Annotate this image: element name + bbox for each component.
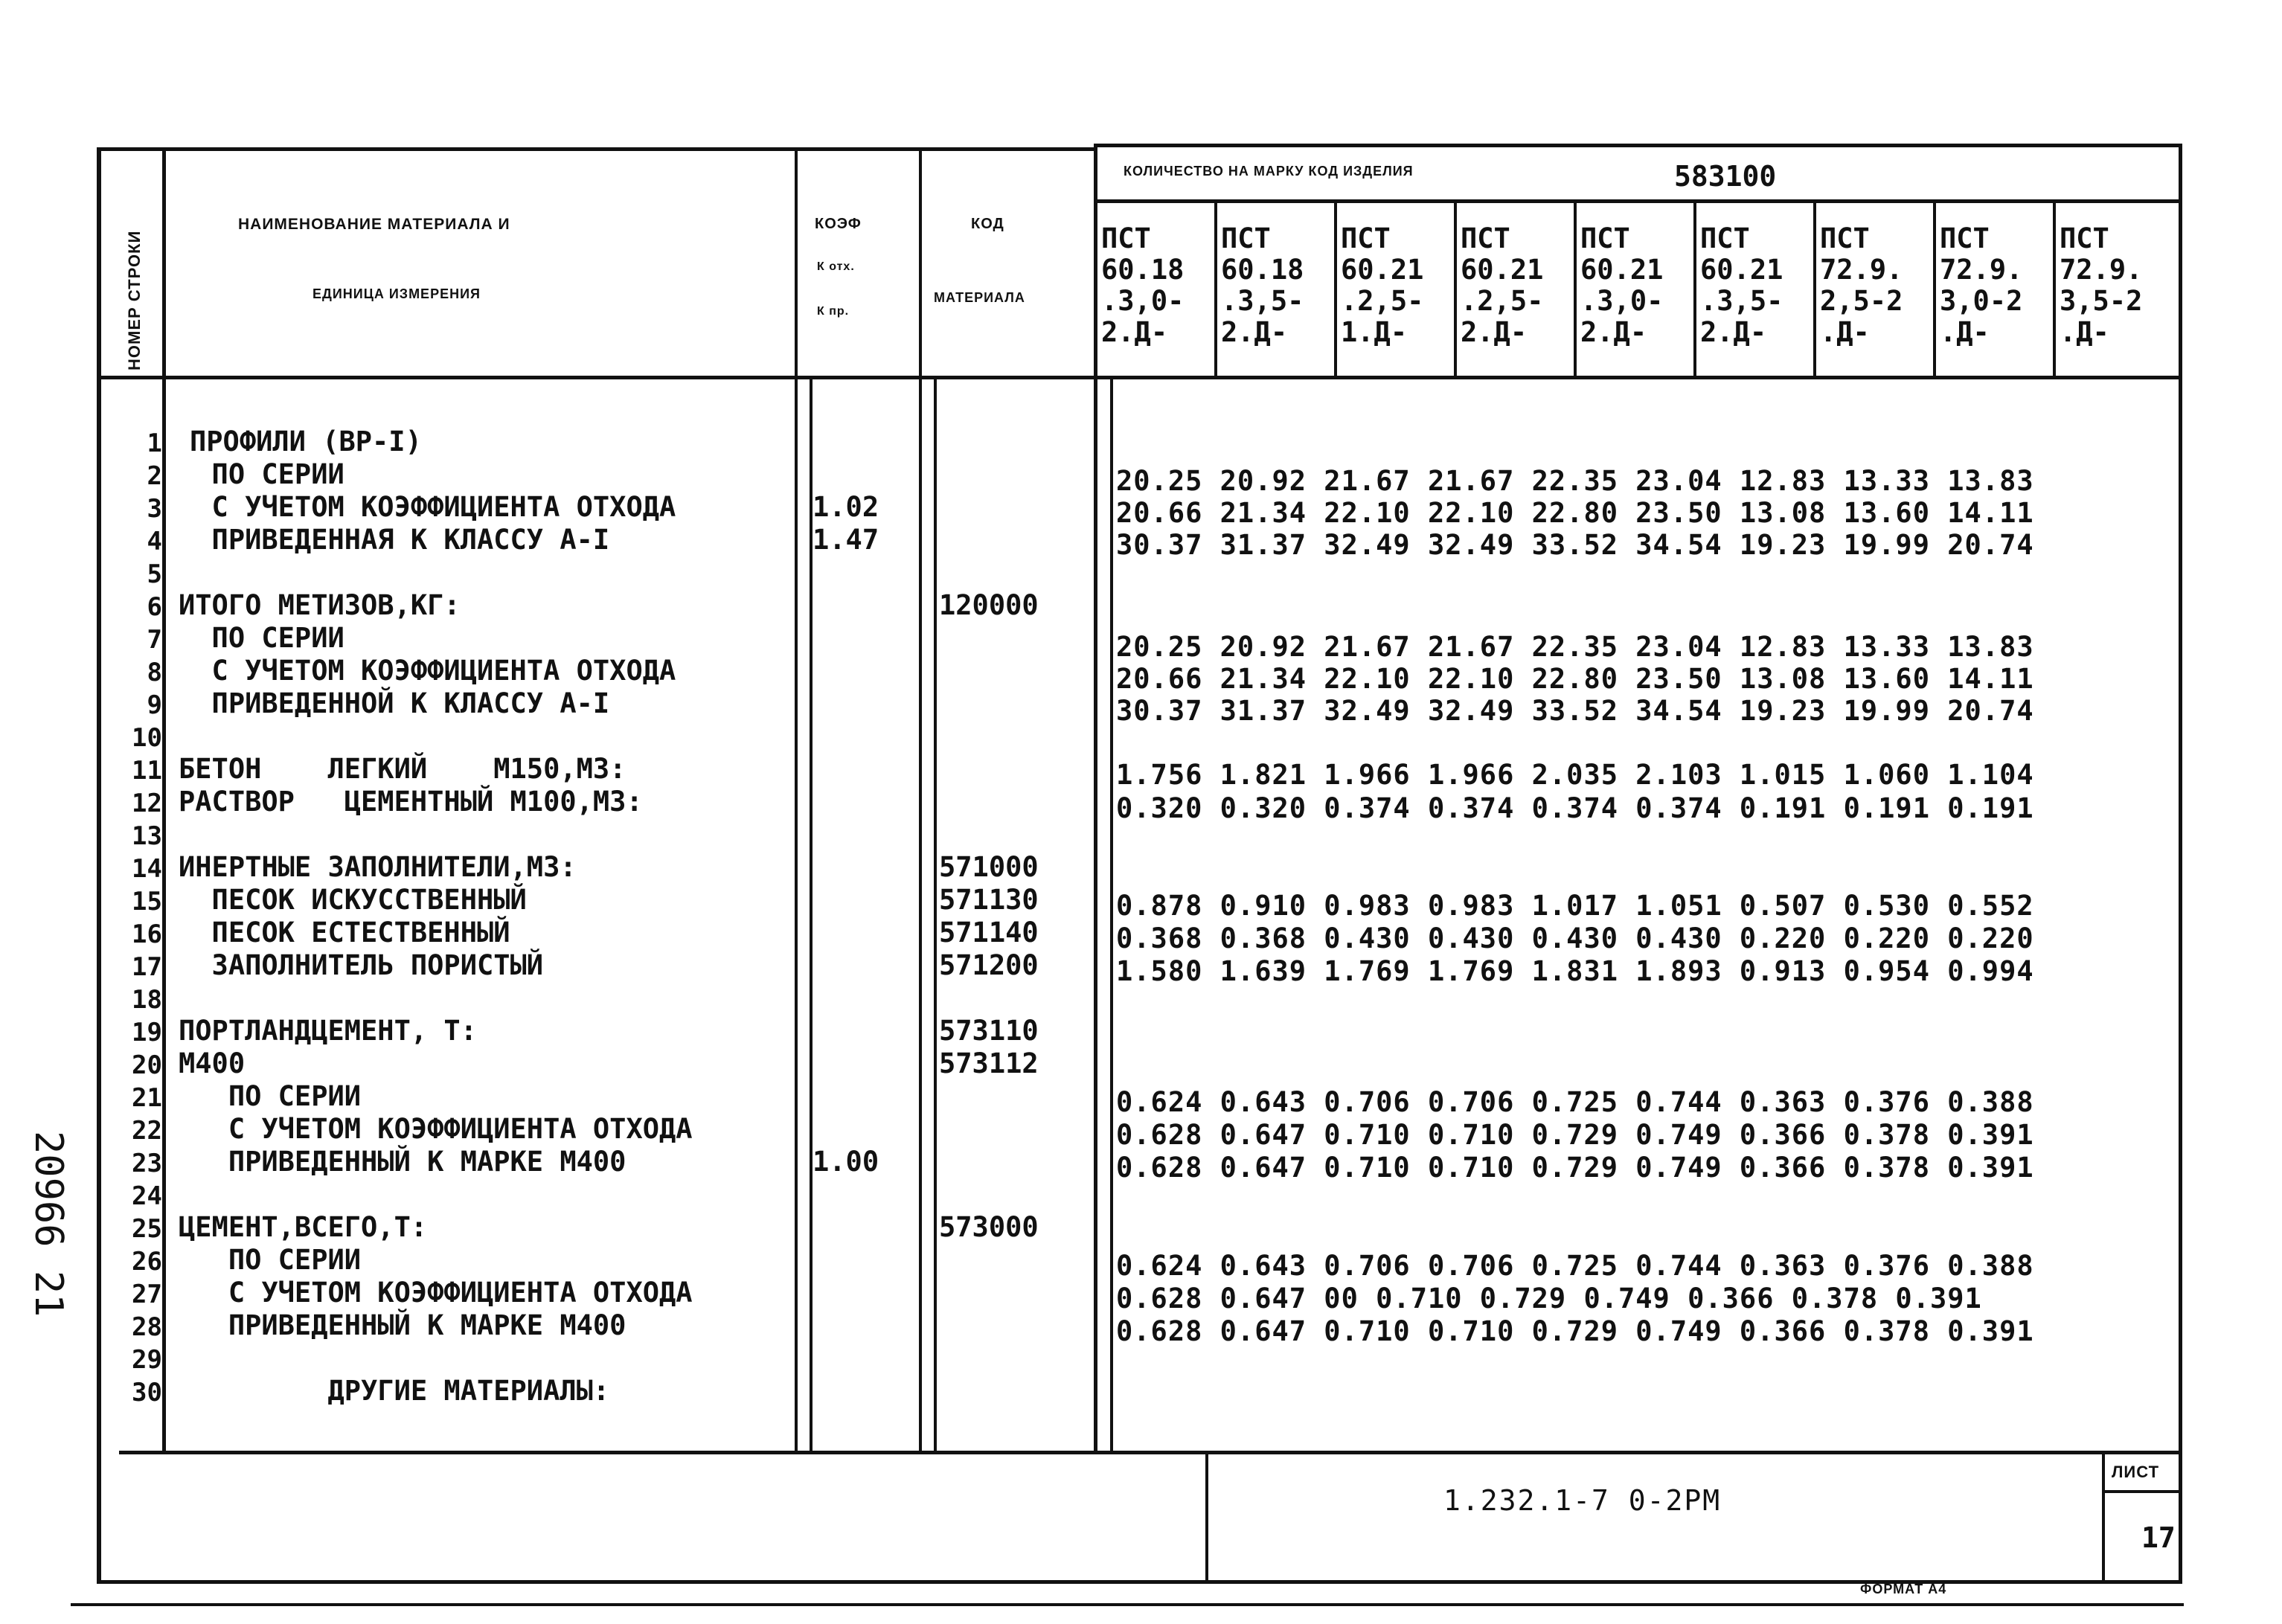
material-code: 573000	[939, 1211, 1039, 1243]
row-number: 23	[132, 1149, 162, 1178]
row-number: 30	[132, 1378, 162, 1408]
sheet-number: 17	[2141, 1521, 2176, 1554]
material-name: РАСТВОР ЦЕМЕНТНЫЙ М100,М3:	[179, 786, 643, 818]
quantity-row: 1.580 1.639 1.769 1.769 1.831 1.893 0.913 0.954 0.994	[1116, 955, 2034, 987]
coef-value: 1.47	[813, 524, 879, 556]
material-name: ДРУГИЕ МАТЕРИАЛЫ:	[179, 1375, 610, 1407]
frame-top-left	[97, 147, 1094, 151]
quantity-row: 0.368 0.368 0.430 0.430 0.430 0.430 0.220 0.220 0.220	[1116, 922, 2034, 954]
qty-header: КОЛИЧЕСТВО НА МАРКУ КОД ИЗДЕЛИЯ	[1124, 164, 1414, 179]
material-name: С УЧЕТОМ КОЭФФИЦИЕНТА ОТХОДА	[179, 491, 676, 523]
material-name: ПРИВЕДЕННАЯ К КЛАССУ А-I	[179, 524, 610, 556]
row-number: 10	[132, 723, 162, 753]
material-name: ИНЕРТНЫЕ ЗАПОЛНИТЕЛИ,М3:	[179, 851, 577, 883]
material-code: 120000	[939, 589, 1039, 621]
material-name: С УЧЕТОМ КОЭФФИЦИЕНТА ОТХОДА	[179, 1113, 693, 1145]
quantity-row: 20.25 20.92 21.67 21.67 22.35 23.04 12.83 13.33 13.83	[1116, 631, 2034, 663]
prod-sep-6	[1813, 201, 1816, 378]
quantity-row: 1.756 1.821 1.966 1.966 2.035 2.103 1.015 1.060 1.104	[1116, 759, 2034, 791]
prod-sep-4	[1574, 201, 1577, 378]
row-number: 9	[147, 690, 162, 720]
quantity-row: 0.320 0.320 0.374 0.374 0.374 0.374 0.191 0.191 0.191	[1116, 792, 2034, 824]
product-col-2: ПСТ 60.18 .3,5- 2.Д-	[1221, 222, 1304, 348]
material-name: ИТОГО МЕТИЗОВ,КГ:	[179, 589, 461, 621]
col-sep-code-a	[1094, 144, 1097, 1453]
col-sep-coef-b	[934, 376, 937, 1453]
quantity-row: 20.25 20.92 21.67 21.67 22.35 23.04 12.83 13.33 13.83	[1116, 465, 2034, 497]
prod-sep-7	[1933, 201, 1936, 378]
product-col-5: ПСТ 60.21 .3,0- 2.Д-	[1580, 222, 1664, 348]
product-col-3: ПСТ 60.21 .2,5- 1.Д-	[1341, 222, 1424, 348]
product-col-4: ПСТ 60.21 .2,5- 2.Д-	[1461, 222, 1544, 348]
material-code: 571200	[939, 949, 1039, 981]
prod-sep-8	[2053, 201, 2056, 378]
material-name: ПОРТЛАНДЦЕМЕНТ, Т:	[179, 1015, 477, 1047]
material-name: ПО СЕРИИ	[179, 622, 344, 654]
quantity-row: 0.628 0.647 0.710 0.710 0.729 0.749 0.366 0.378 0.391	[1116, 1119, 2034, 1151]
frame-right	[2179, 144, 2182, 1583]
row-number: 2	[147, 461, 162, 491]
material-name: ЦЕМЕНТ,ВСЕГО,Т:	[179, 1211, 428, 1243]
header-separator	[97, 376, 2182, 379]
coef-header-3: К пр.	[817, 305, 850, 318]
row-number: 14	[132, 854, 162, 884]
margin-note: 20966 21	[26, 1131, 71, 1318]
row-number: 13	[132, 821, 162, 851]
prod-sep-3	[1454, 201, 1457, 378]
quantity-row: 20.66 21.34 22.10 22.10 22.80 23.50 13.08 13.60 14.11	[1116, 663, 2034, 695]
row-number: 20	[132, 1050, 162, 1080]
stamp-sheet-line	[2102, 1490, 2180, 1493]
row-number: 5	[147, 559, 162, 589]
material-name: ПЕСОК ИСКУССТВЕННЫЙ	[179, 884, 527, 916]
product-col-7: ПСТ 72.9. 2,5-2 .Д-	[1820, 222, 1903, 348]
quantity-row: 0.628 0.647 0.710 0.710 0.729 0.749 0.366 0.378 0.391	[1116, 1315, 2034, 1347]
row-number: 3	[147, 494, 162, 524]
coef-header-1: КОЭФ	[815, 216, 862, 232]
stamp-sep-1	[1205, 1453, 1208, 1582]
material-name: ПРИВЕДЕННОЙ К КЛАССУ А-I	[179, 687, 610, 719]
row-number: 12	[132, 789, 162, 818]
code-header-2: МАТЕРИАЛА	[934, 290, 1025, 305]
row-number: 28	[132, 1312, 162, 1342]
col-sep-rownum	[162, 147, 166, 1453]
row-number: 27	[132, 1280, 162, 1309]
row-number: 26	[132, 1247, 162, 1277]
material-name: ПЕСОК ЕСТЕСТВЕННЫЙ	[179, 917, 510, 949]
product-col-1: ПСТ 60.18 .3,0- 2.Д-	[1101, 222, 1185, 348]
prod-sep-5	[1693, 201, 1696, 378]
row-number: 7	[147, 625, 162, 655]
coef-value: 1.00	[813, 1146, 879, 1178]
material-header-1: НАИМЕНОВАНИЕ МАТЕРИАЛА И	[238, 216, 510, 233]
col-sep-code-b	[1110, 376, 1113, 1453]
row-number: 8	[147, 658, 162, 687]
row-number-header: НОМЕР СТРОКИ	[125, 230, 144, 370]
sheet-label: ЛИСТ	[2112, 1463, 2160, 1481]
row-number: 1	[147, 429, 162, 458]
material-code: 573112	[939, 1047, 1039, 1079]
material-code: 571000	[939, 851, 1039, 883]
row-number: 22	[132, 1116, 162, 1146]
format-label: ФОРМАТ А4	[1860, 1582, 1947, 1596]
product-col-6: ПСТ 60.21 .3,5- 2.Д-	[1700, 222, 1783, 348]
material-name: ПО СЕРИИ	[179, 1244, 362, 1276]
material-name: ПРИВЕДЕННЫЙ К МАРКЕ М400	[179, 1309, 626, 1341]
quantity-row: 0.878 0.910 0.983 0.983 1.017 1.051 0.507 0.530 0.552	[1116, 890, 2034, 922]
row-number: 16	[132, 919, 162, 949]
stamp-sep-2	[2102, 1453, 2105, 1582]
material-code: 571140	[939, 917, 1039, 949]
product-code: 583100	[1674, 160, 1777, 193]
material-name: М400	[179, 1047, 246, 1079]
quantity-row: 0.624 0.643 0.706 0.706 0.725 0.744 0.363 0.376 0.388	[1116, 1250, 2034, 1282]
row-number: 18	[132, 985, 162, 1015]
row-number: 29	[132, 1345, 162, 1375]
material-name: ПРИВЕДЕННЫЙ К МАРКЕ М400	[179, 1146, 626, 1178]
quantity-row: 30.37 31.37 32.49 32.49 33.52 34.54 19.23 19.99 20.74	[1116, 529, 2034, 561]
product-col-8: ПСТ 72.9. 3,0-2 .Д-	[1940, 222, 2023, 348]
coef-header-2: К отх.	[817, 260, 855, 273]
frame-top-right	[1094, 144, 2182, 147]
col-sep-name-a	[795, 147, 798, 1453]
quantity-row: 30.37 31.37 32.49 32.49 33.52 34.54 19.23 19.99 20.74	[1116, 695, 2034, 727]
material-name: ПО СЕРИИ	[179, 458, 344, 490]
outer-bottom-line	[71, 1603, 2184, 1606]
product-col-9: ПСТ 72.9. 3,5-2 .Д-	[2060, 222, 2143, 348]
row-number: 24	[132, 1181, 162, 1211]
frame-left	[97, 147, 101, 1583]
table-bottom	[119, 1451, 2182, 1454]
material-name: С УЧЕТОМ КОЭФФИЦИЕНТА ОТХОДА	[179, 1277, 693, 1309]
material-name: С УЧЕТОМ КОЭФФИЦИЕНТА ОТХОДА	[179, 655, 676, 687]
coef-value: 1.02	[813, 491, 879, 523]
material-name: ЗАПОЛНИТЕЛЬ ПОРИСТЫЙ	[179, 949, 544, 981]
quantity-row: 0.624 0.643 0.706 0.706 0.725 0.744 0.363 0.376 0.388	[1116, 1086, 2034, 1118]
row-number: 17	[132, 952, 162, 982]
prod-sep-2	[1334, 201, 1337, 378]
col-sep-coef-a	[919, 147, 922, 1453]
quantity-row: 0.628 0.647 0.710 0.710 0.729 0.749 0.366 0.378 0.391	[1116, 1152, 2034, 1184]
row-number: 4	[147, 527, 162, 556]
material-code: 573110	[939, 1015, 1039, 1047]
material-name: ПО СЕРИИ	[179, 1080, 362, 1112]
material-code: 571130	[939, 884, 1039, 916]
row-number: 19	[132, 1018, 162, 1047]
material-name: БЕТОН ЛЕГКИЙ М150,М3:	[179, 753, 626, 785]
code-header-1: КОД	[971, 216, 1004, 232]
material-header-2: ЕДИНИЦА ИЗМЕРЕНИЯ	[313, 286, 481, 301]
row-number: 11	[132, 756, 162, 786]
row-number: 25	[132, 1214, 162, 1244]
quantity-row: 0.628 0.647 00 0.710 0.729 0.749 0.366 0.378 0.391	[1116, 1283, 1982, 1315]
prod-sep-1	[1214, 201, 1217, 378]
row-number: 21	[132, 1083, 162, 1113]
material-name: ПРОФИЛИ (ВР-I)	[190, 426, 422, 458]
row-number: 15	[132, 887, 162, 917]
document-code: 1.232.1-7 0-2РМ	[1443, 1484, 1722, 1517]
qty-header-line	[1094, 199, 2182, 203]
row-number: 6	[147, 592, 162, 622]
quantity-row: 20.66 21.34 22.10 22.10 22.80 23.50 13.08 13.60 14.11	[1116, 497, 2034, 529]
